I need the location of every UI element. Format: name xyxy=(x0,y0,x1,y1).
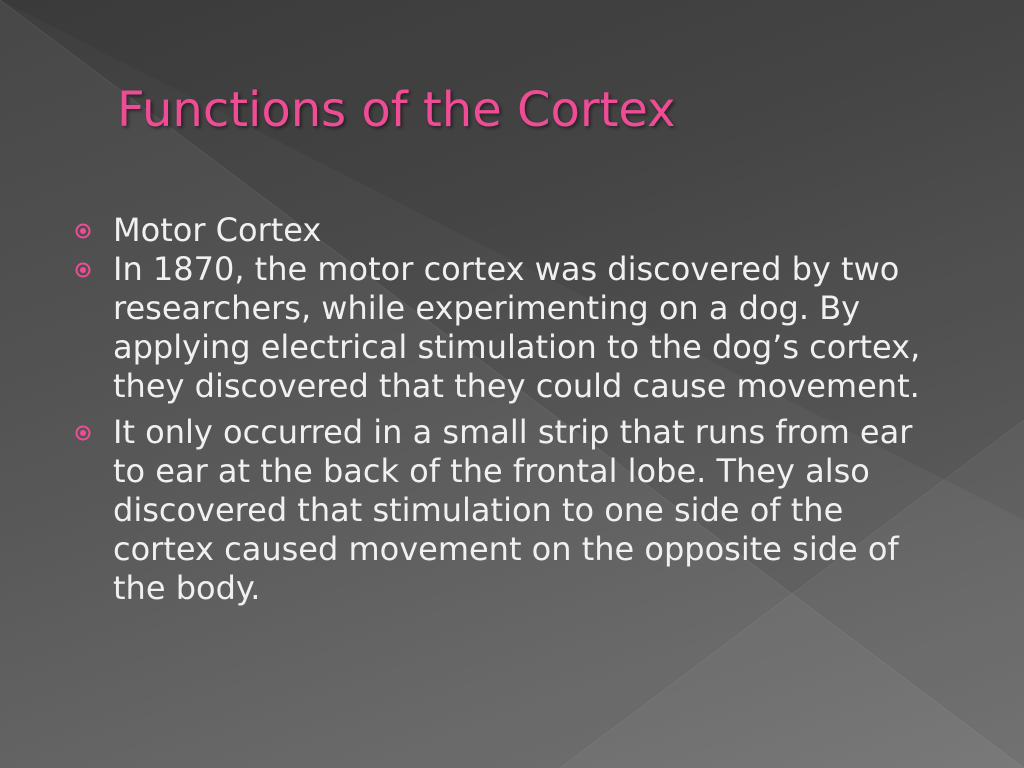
bullet-text: It only occurred in a small strip that runs from ear to ear at the back of the frontal lobe. They also discovered that stimulation to one side of the cortex caused movement on the opposite side of the body. xyxy=(113,413,913,607)
circled-dot-icon xyxy=(75,223,91,239)
bullet-text: Motor Cortex xyxy=(113,211,322,249)
circled-dot-icon xyxy=(75,262,91,278)
bullet-item xyxy=(72,413,972,608)
bullet-item xyxy=(72,250,972,406)
circled-dot-icon xyxy=(75,425,91,441)
bullet-item xyxy=(72,211,972,250)
slide-title: Functions of the Cortex xyxy=(117,82,676,138)
bullet-list xyxy=(72,211,972,608)
bullet-text: In 1870, the motor cortex was discovered by two researchers, while experimenting on a dog. By applying electrical stimulation to the dog’s cortex, they discovered that they could cause movement. xyxy=(113,250,921,405)
